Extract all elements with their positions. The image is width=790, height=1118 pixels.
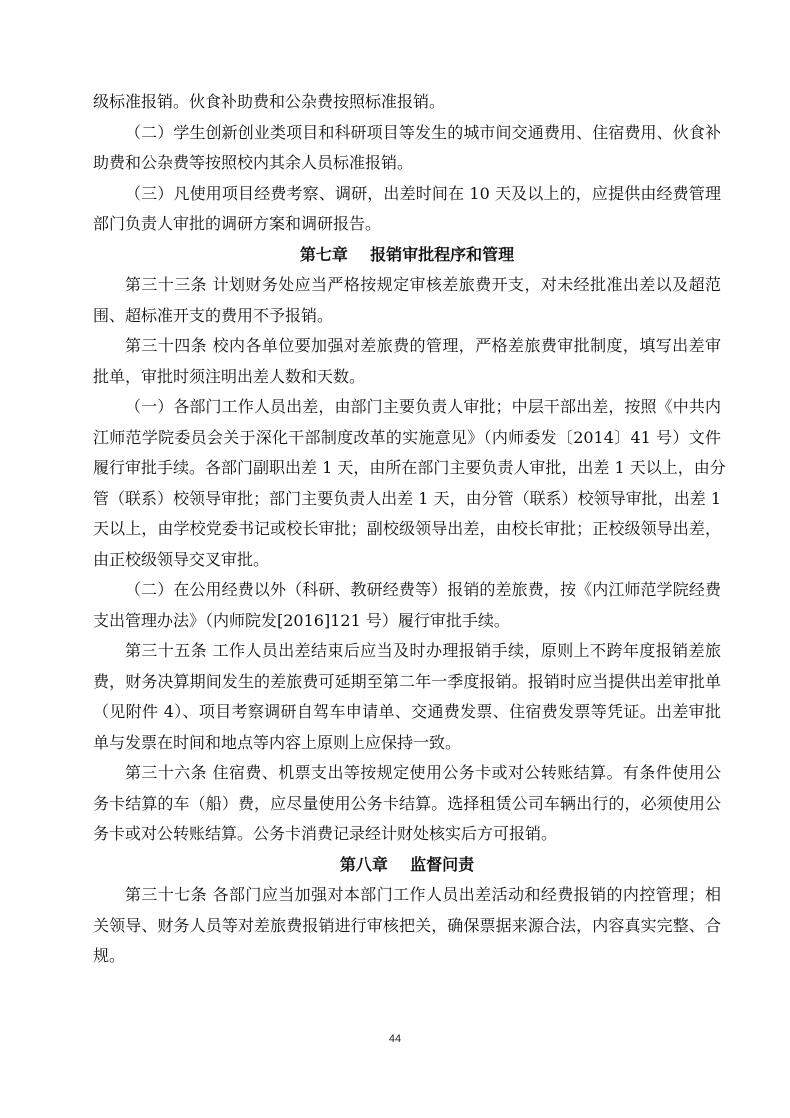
paragraph-line: 批单，审批时须注明出差人数和天数。 — [93, 366, 366, 386]
paragraph-line: （二）在公用经费以外（科研、教研经费等）报销的差旅费，按《内江师范学院经费 — [125, 580, 721, 599]
paragraph-line: （见附件 4）、项目考察调研自驾车申请单、交通费发票、住宿费发票等凭证。出差审批 — [93, 702, 721, 721]
paragraph-line: 务卡结算的车（船）费，应尽量使用公务卡结算。选择租赁公司车辆出行的，必须使用公 — [93, 793, 721, 813]
paragraph-line: 部门负责人审批的调研方案和调研报告。 — [93, 214, 382, 233]
page-number: 44 — [388, 1033, 402, 1045]
paragraph-line: （一）各部门工作人员出差，由部门主要负责人审批；中层干部出差，按照《中共内 — [125, 397, 721, 416]
paragraph-line: 江师范学院委员会关于深化干部制度改革的实施意见》（内师委发〔2014〕41 号）文件 — [93, 427, 721, 447]
paragraph-line: 关领导、财务人员等对差旅费报销进行审核把关，确保票据来源合法，内容真实完整、合 — [93, 915, 721, 935]
paragraph-line: 规。 — [93, 946, 126, 965]
paragraph-line: （三）凡使用项目经费考察、调研，出差时间在 10 天及以上的，应提供由经费管理 — [125, 183, 721, 203]
chapter-heading: 第七章 报销审批程序和管理 — [299, 244, 515, 264]
chapter-heading: 第八章 监督问责 — [339, 854, 475, 874]
paragraph-line: 围、超标准开支的费用不予报销。 — [93, 305, 334, 325]
paragraph-line: 助费和公杂费等按照校内其余人员标准报销。 — [93, 153, 414, 172]
paragraph-line: 费，财务决算期间发生的差旅费可延期至第二年一季度报销。报销时应当提供出差审批单 — [93, 671, 721, 691]
paragraph-line: 第三十六条 住宿费、机票支出等按规定使用公务卡或对公转账结算。有条件使用公 — [125, 763, 721, 782]
paragraph-line: 第三十四条 校内各单位要加强对差旅费的管理，严格差旅费审批制度，填写出差审 — [125, 336, 721, 355]
paragraph-line: 第三十五条 工作人员出差结束后应当及时办理报销手续，原则上不跨年度报销差旅 — [125, 641, 721, 660]
paragraph-line: 务卡或对公转账结算。公务卡消费记录经计财处核实后方可报销。 — [93, 824, 558, 843]
paragraph-line: 第三十三条 计划财务处应当严格按规定审核差旅费开支，对未经批准出差以及超范 — [125, 275, 721, 294]
paragraph-line: 支出管理办法》（内师院发[2016]121 号）履行审批手续。 — [93, 610, 510, 630]
paragraph-line: 由正校级领导交叉审批。 — [93, 549, 270, 569]
paragraph-line: 天以上，由学校党委书记或校长审批；副校级领导出差，由校长审批；正校级领导出差， — [93, 519, 721, 538]
paragraph-line: （二）学生创新创业类项目和科研项目等发生的城市间交通费用、住宿费用、伙食补 — [125, 122, 721, 142]
paragraph-line: 管（联系）校领导审批；部门主要负责人出差 1 天，由分管（联系）校领导审批，出差 1 — [93, 488, 721, 508]
paragraph-line: 第三十七条 各部门应当加强对本部门工作人员出差活动和经费报销的内控管理；相 — [125, 885, 721, 904]
paragraph-line: 履行审批手续。各部门副职出差 1 天，由所在部门主要负责人审批，出差 1 天以上，由分 — [93, 458, 726, 477]
paragraph-line: 级标准报销。伙食补助费和公杂费按照标准报销。 — [93, 92, 446, 111]
paragraph-line: 单与发票在时间和地点等内容上原则上应保持一致。 — [93, 732, 462, 752]
